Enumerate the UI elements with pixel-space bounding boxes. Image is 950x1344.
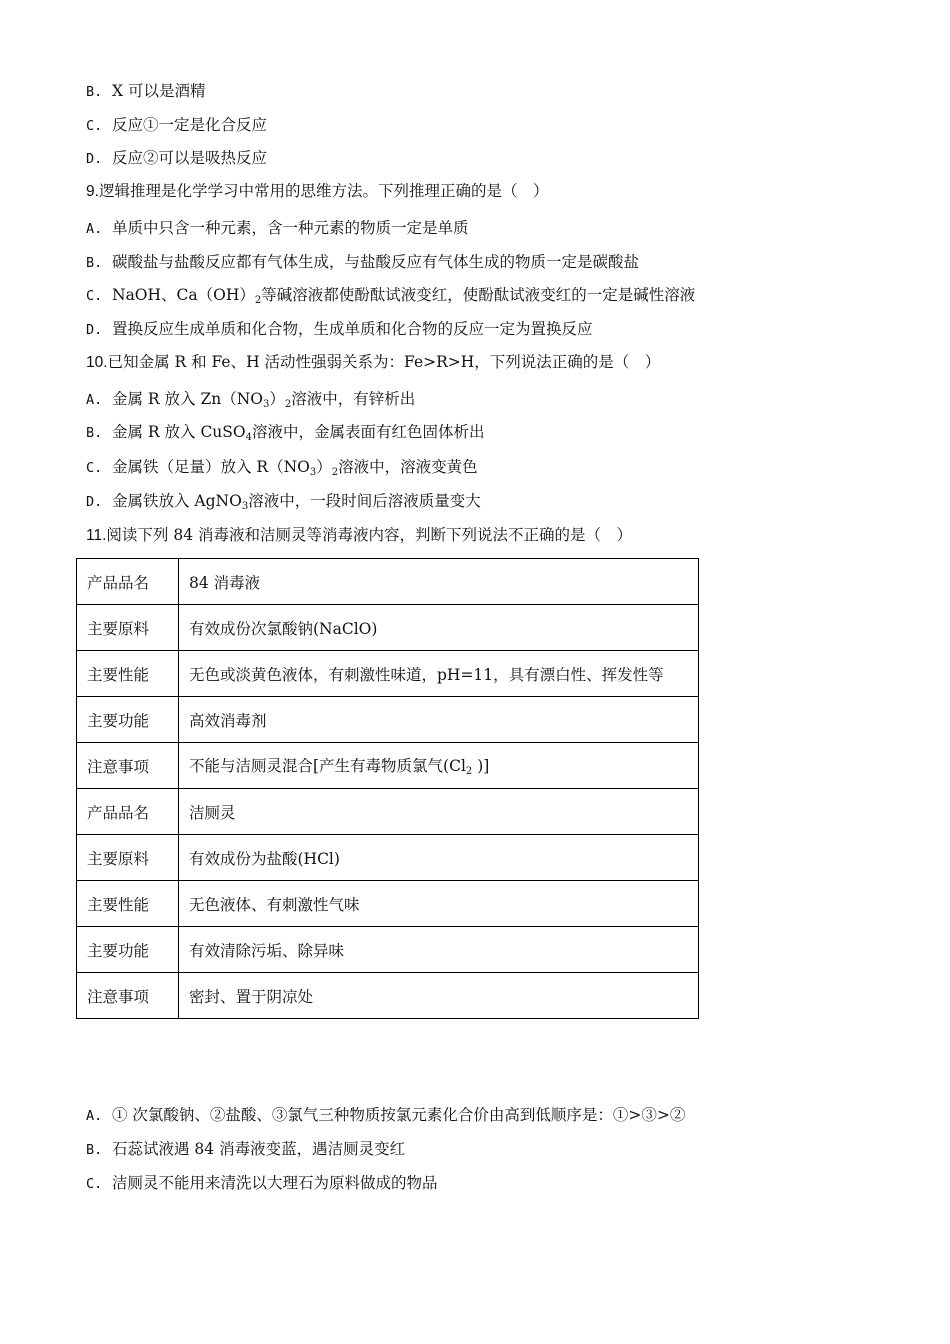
table-value: 不能与洁厕灵混合[产生有毒物质氯气($Cl_2$ )] — [179, 743, 699, 789]
table-value: 无色或淡黄色液体，有刺激性味道，pH=11，具有漂白性、挥发性等 — [179, 651, 699, 697]
table-key: 主要性能 — [77, 651, 179, 697]
table-value: 无色液体、有刺激性气味 — [179, 881, 699, 927]
table-key: 主要性能 — [77, 881, 179, 927]
table-value: 有效成份次氯酸钠(NaClO) — [179, 605, 699, 651]
table-row — [77, 789, 699, 835]
table-key: 注意事项 — [77, 973, 179, 1019]
q9-stem: 9.逻辑推理是化学学习中常用的思维方法。下列推理正确的是（ ） — [86, 182, 549, 200]
table-row — [77, 743, 699, 789]
q9-option-b: B. 碳酸盐与盐酸反应都有气体生成，与盐酸反应有气体生成的物质一定是碳酸盐 — [86, 253, 640, 271]
table-key: 主要功能 — [77, 927, 179, 973]
table-key: 产品品名 — [77, 789, 179, 835]
q9-option-d: D. 置换反应生成单质和化合物，生成单质和化合物的反应一定为置换反应 — [86, 320, 593, 338]
table-key: 主要原料 — [77, 835, 179, 881]
table-key: 注意事项 — [77, 743, 179, 789]
table-key: 主要原料 — [77, 605, 179, 651]
table-key: 产品品名 — [77, 559, 179, 605]
table-row — [77, 835, 699, 881]
q10-option-d: D. 金属铁放入 AgNO$_3$溶液中，一段时间后溶液质量变大 — [86, 492, 481, 512]
table-value: 84 消毒液 — [179, 559, 699, 605]
q8-option-b: B. X 可以是酒精 — [86, 82, 206, 100]
table-value: 密封、置于阴凉处 — [179, 973, 699, 1019]
q9-option-a: A. 单质中只含一种元素，含一种元素的物质一定是单质 — [86, 219, 469, 237]
q9-option-c: C. NaOH、$Ca(OH)_2$等碱溶液都使酚酞试液变红，使酚酞试液变红的一定是碱性溶液 — [86, 286, 696, 306]
q11-option-a: A. ① 次氯酸钠、②盐酸、③氯气三种物质按氯元素化合价由高到低顺序是：①>③>② — [86, 1106, 686, 1124]
q8-option-d: D. 反应②可以是吸热反应 — [86, 149, 268, 167]
table-value: 有效清除污垢、除异味 — [179, 927, 699, 973]
q11-option-c: C. 洁厕灵不能用来清洗以大理石为原料做成的物品 — [86, 1174, 438, 1192]
q8-option-c: C. 反应①一定是化合反应 — [86, 116, 268, 134]
table-row — [77, 973, 699, 1019]
table-row — [77, 651, 699, 697]
table-row — [77, 927, 699, 973]
table-key: 主要功能 — [77, 697, 179, 743]
table-row — [77, 559, 699, 605]
q11-stem: 11.阅读下列 84 消毒液和洁厕灵等消毒液内容，判断下列说法不正确的是（ ） — [86, 526, 632, 544]
table-row — [77, 881, 699, 927]
table-value: 有效成份为盐酸(HCl) — [179, 835, 699, 881]
product-info-table — [76, 558, 699, 1019]
table-row — [77, 605, 699, 651]
table-value: 高效消毒剂 — [179, 697, 699, 743]
table-row — [77, 697, 699, 743]
q10-option-a: A. 金属 R 放入 $Zn(NO_3)_2$溶液中，有锌析出 — [86, 390, 416, 410]
q10-stem: 10.已知金属 R 和 Fe、H 活动性强弱关系为：Fe>R>H，下列说法正确的是（ ） — [86, 353, 661, 371]
q10-option-b: B. 金属 R 放入 CuSO$_4$溶液中，金属表面有红色固体析出 — [86, 423, 485, 443]
q11-option-b: B. 石蕊试液遇 84 消毒液变蓝，遇洁厕灵变红 — [86, 1140, 406, 1158]
q10-option-c: C. 金属铁（足量）放入 $R(NO_3)_2$溶液中，溶液变黄色 — [86, 458, 478, 478]
table-value: 洁厕灵 — [179, 789, 699, 835]
